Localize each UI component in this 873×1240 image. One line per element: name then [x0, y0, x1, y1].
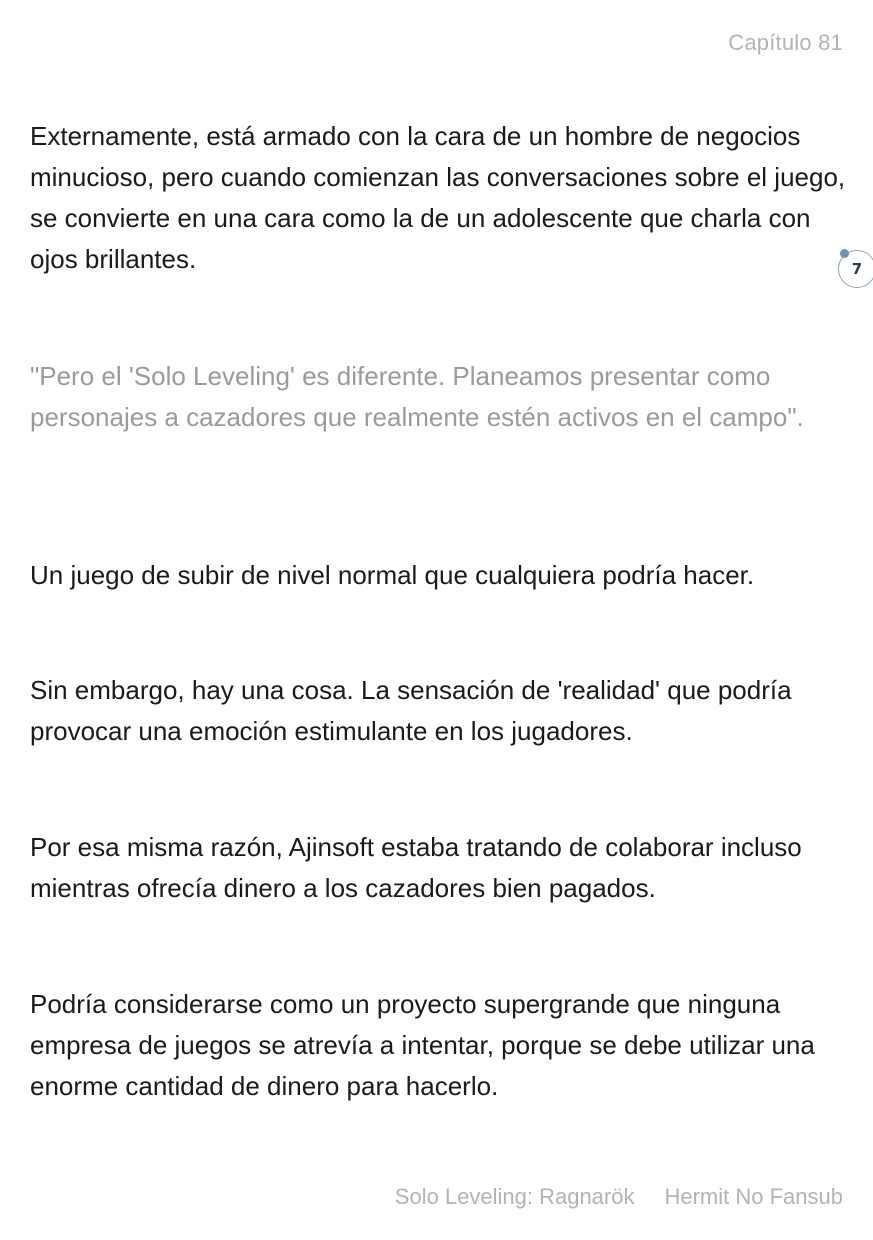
comment-count: 7 — [851, 260, 863, 278]
paragraph: Sin embargo, hay una cosa. La sensación de 'realidad' que podría provocar una emoción estimulante en los jugadores. — [30, 675, 792, 746]
quoted-paragraph: "Pero el 'Solo Leveling' es diferente. Planeamos presentar como personajes a cazadores que realmente estén activos en el campo". — [30, 361, 804, 432]
comment-count-badge[interactable] — [838, 250, 873, 288]
chapter-label: Capítulo 81 — [728, 30, 843, 55]
footer — [395, 1184, 843, 1210]
paragraph: Externamente, está armado con la cara de un hombre de negocios minucioso, pero cuando comienzan las conversaciones sobre el juego, se convierte en una cara como la de un adolescente que charla con ojos brillantes. — [30, 121, 846, 274]
paragraph: Por esa misma razón, Ajinsoft estaba tratando de colaborar incluso mientras ofrecía dinero a los cazadores bien pagados. — [30, 832, 802, 903]
book-title: Solo Leveling: Ragnarök — [394, 1184, 635, 1209]
paragraph: Podría considerarse como un proyecto supergrande que ninguna empresa de juegos se atrevía a intentar, porque se debe utilizar una enorme cantidad de dinero para hacerlo. — [30, 989, 815, 1101]
translator-group: Hermit No Fansub — [664, 1184, 843, 1209]
unread-dot-icon — [840, 249, 849, 258]
paragraph: Un juego de subir de nivel normal que cualquiera podría hacer. — [30, 560, 755, 590]
